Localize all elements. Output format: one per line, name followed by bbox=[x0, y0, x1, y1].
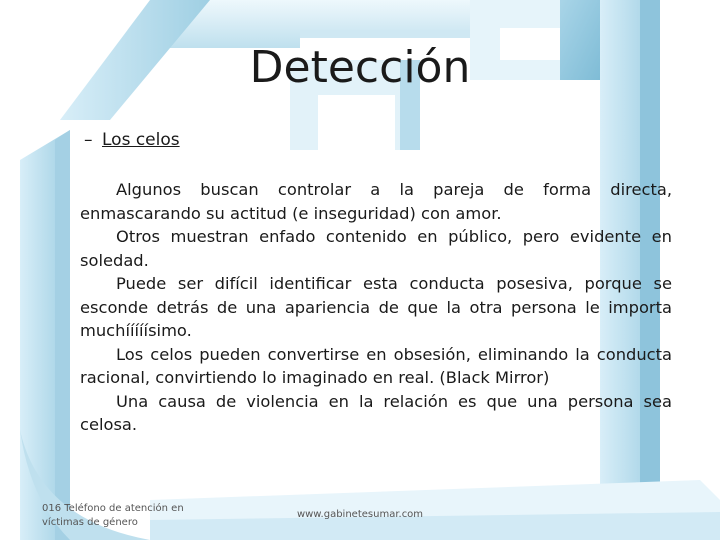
bullet-label: Los celos bbox=[102, 130, 180, 150]
paragraph: Otros muestran enfado contenido en público, pero evidente en soledad. bbox=[80, 227, 672, 270]
paragraph: Los celos pueden convertirse en obsesión, eliminando la conducta racional, convirtiendo lo imaginado en real. (Black Mirror) bbox=[80, 344, 672, 387]
body-text bbox=[80, 178, 672, 437]
bullet-marker: – bbox=[84, 130, 93, 150]
bullet-heading bbox=[84, 128, 180, 152]
footer-website: www.gabinetesumar.com bbox=[296, 509, 424, 520]
footer-left-text: 016 Teléfono de atención en víctimas de género bbox=[42, 503, 184, 528]
paragraph: Algunos buscan controlar a la pareja de forma directa, enmascarando su actitud (e inseguridad) con amor. bbox=[80, 180, 672, 223]
paragraph: Puede ser difícil identificar esta conducta posesiva, porque se esconde detrás de una apariencia de que la otra persona le importa muchííííísimo. bbox=[80, 274, 672, 340]
paragraph: Una causa de violencia en la relación es que una persona sea celosa. bbox=[80, 391, 672, 434]
slide-title: Detección bbox=[249, 42, 471, 93]
